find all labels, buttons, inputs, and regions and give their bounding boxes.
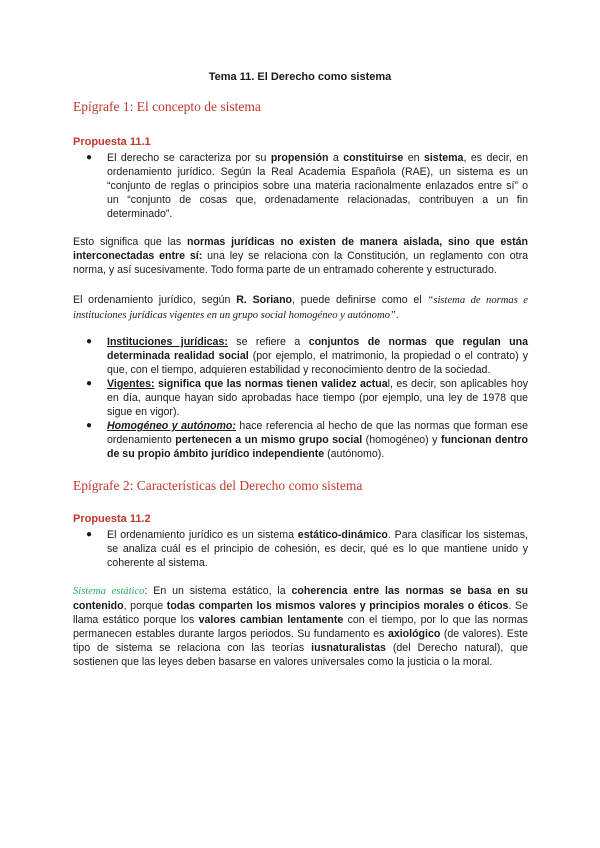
bold-run: iusnaturalistas (311, 642, 386, 654)
bold-run: propensión (270, 152, 329, 164)
text-run: . Se llama estático porque los (73, 600, 528, 626)
bold-run: funcionan dentro de su propio ámbito jurídico independiente (107, 434, 528, 460)
bold-run: sistema (423, 152, 464, 164)
bullet-list-2 (73, 335, 528, 461)
bold-run: conjuntos de normas que regulan una determinada realidad social (107, 336, 528, 362)
section-heading-2: Epígrafe 2: Características del Derecho como sistema (73, 478, 363, 493)
text-run: hace referencia al hecho de que las normas que forman ese ordenamiento (107, 420, 528, 446)
paragraph-soriano (73, 293, 528, 323)
text-run: a (328, 152, 344, 164)
bullet-item-vigentes (73, 377, 528, 419)
bold-run: constituirse (343, 152, 404, 164)
bold-run: coherencia entre las normas se basa en su contenido (73, 585, 528, 612)
document-title: Tema 11. El Derecho como sistema (208, 71, 392, 83)
bold-run: estático-dinámico (297, 529, 388, 541)
bullet-glyph: ● (86, 420, 93, 431)
text-run: (por ejemplo, el matrimonio, la propiedad o el contrato) y que, con el tiempo, adquieren estabilidad y reconocimiento dentro de la sociedad. (107, 350, 528, 376)
bullet-item-sistema (73, 151, 528, 221)
text-run: l, es decir, son aplicables hoy en día, aunque hayan sido aprobadas hace tiempo (por ejemplo, una ley de 1978 que sigue en vigor). (107, 378, 529, 418)
bold-run: pertenecen a un mismo grupo social (175, 434, 363, 446)
bullet-glyph: ● (86, 336, 93, 347)
text-run: se refiere a (227, 336, 309, 348)
bold-underlined-run: Instituciones jurídicas: (107, 336, 228, 348)
text-run: con el tiempo, por lo que las normas permanecen estables durante largos periodos. Su fundamento es (73, 614, 528, 640)
text-run: El derecho se caracteriza por su (107, 152, 271, 164)
text-run: (del Derecho natural), que sostienen que las leyes deben basarse en valores universales como la justicia o la moral. (73, 642, 528, 668)
text-run: Esto significa que las (73, 236, 188, 248)
paragraph-normas (73, 235, 528, 277)
text-run: (de valores). Este tipo de sistema se relaciona con las teorías (73, 628, 529, 654)
text-run: . (395, 309, 399, 321)
bold-run: significa que las normas tienen validez actua (154, 378, 388, 390)
bullet-glyph: ● (86, 378, 93, 389)
bullet-glyph: ● (86, 152, 93, 163)
subheading-propuesta-11-2: Propuesta 11.2 (73, 513, 151, 525)
text-run: (autónomo). (324, 448, 385, 460)
bold-run: valores cambian lentamente (198, 614, 344, 626)
text-run: una ley se relaciona con la Constitución, un reglamento con otra norma, y así sucesivamente. Todo forma parte de un entramado coherente y estructurado. (73, 250, 528, 276)
italic-quote: “sistema de normas e instituciones jurídicas vigentes en un grupo social homogéneo y autónomo” (73, 295, 529, 321)
bold-run: normas jurídicas no existen de manera aislada, sino que están interconectadas entre sí: (73, 236, 528, 262)
bullet-list-1 (73, 151, 528, 221)
bold-run: axiológico (387, 628, 441, 640)
section-heading-1: Epígrafe 1: El concepto de sistema (73, 99, 261, 114)
text-run: El ordenamiento jurídico, según (73, 294, 237, 306)
bullet-item-estatico-dinamico (73, 528, 528, 570)
bold-underlined-run: Vigentes: (107, 378, 155, 390)
text-run: : En un sistema estático, la (144, 585, 292, 597)
green-italic-run: Sistema estático (73, 586, 145, 597)
bullet-glyph: ● (86, 529, 93, 540)
text-run: , puede definirse como el (292, 294, 428, 306)
bullet-list-3 (73, 528, 528, 570)
bold-run: R. Soriano (236, 294, 293, 306)
bullet-item-instituciones (73, 335, 528, 377)
text-run: (homogéneo) y (362, 434, 441, 446)
text-run: El ordenamiento jurídico es un sistema (107, 529, 298, 541)
subheading-propuesta-11-1: Propuesta 11.1 (73, 136, 151, 148)
text-run: en (403, 152, 424, 164)
text-run: , es decir, en ordenamiento jurídico. Según la Real Academia Española (RAE), un sistema es un “conjunto de reglas o principios sobre una materia racionalmente enlazados entre sí” o un “conjunto de cosas que, ordenadamente relacionadas, contribuyen a un fin determinado”. (107, 152, 528, 220)
text-run: , porque (123, 600, 167, 612)
bold-italic-underlined-run: Homogéneo y autónomo: (107, 420, 236, 432)
bold-run: todas comparten los mismos valores y principios morales o éticos (166, 600, 509, 612)
bullet-item-homogeneo (73, 419, 528, 461)
text-run: . Para clasificar los sistemas, se analiza cuál es el principio de cohesión, es decir, qué es lo que mantiene unido y coherente al sistema. (107, 529, 528, 569)
paragraph-sistema-estatico (73, 584, 528, 669)
